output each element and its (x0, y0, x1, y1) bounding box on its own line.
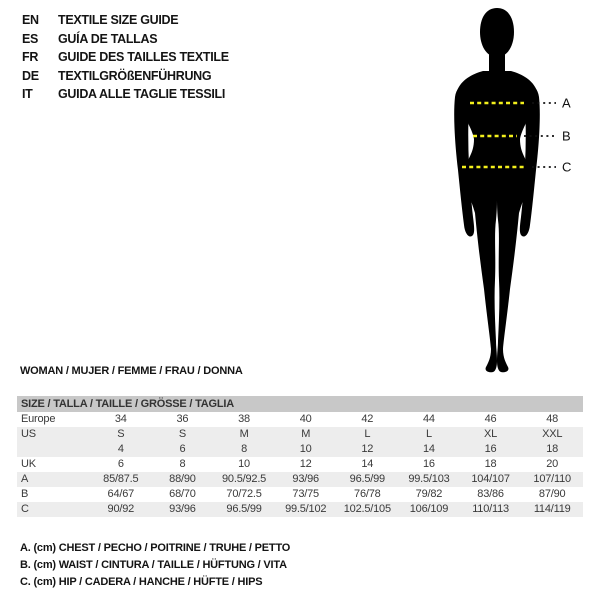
language-code: EN (22, 13, 39, 27)
language-row (22, 30, 229, 49)
row-label: US (21, 428, 36, 440)
row-label (17, 442, 90, 457)
table-cell: 96.5/99 (349, 473, 385, 485)
language-label: TEXTILE SIZE GUIDE (58, 13, 179, 27)
row-label: C (21, 503, 29, 515)
row-label: Europe (21, 413, 56, 425)
table-row (17, 442, 583, 457)
table-cell: 14 (361, 458, 374, 470)
table-cell: 42 (361, 413, 374, 425)
table-cell: 64/67 (107, 488, 135, 500)
table-cell: 4 (117, 443, 124, 455)
table-cell: 93/96 (292, 473, 319, 485)
table-cell: 104/107 (471, 473, 510, 485)
table-cell: 76/78 (354, 488, 381, 500)
language-code: DE (22, 68, 39, 83)
table-cell: 40 (299, 413, 312, 425)
table-cell: 85/87.5 (103, 473, 139, 485)
language-row (22, 11, 229, 30)
table-cell: XL (484, 428, 498, 440)
table-row (17, 457, 583, 472)
table-cell: 18 (484, 458, 497, 470)
table-row (17, 502, 583, 517)
table-cell: M (239, 428, 249, 440)
table-cell: 20 (546, 458, 559, 470)
table-cell: 102.5/105 (343, 503, 391, 515)
marker-label-b: B (562, 128, 571, 144)
language-label: GUIDE DES TAILLES TEXTILE (58, 50, 229, 64)
legend-line: A. (cm) CHEST / PECHO / POITRINE / TRUHE / PETTO (20, 542, 291, 554)
language-code: IT (22, 87, 33, 101)
table-cell: 87/90 (538, 488, 566, 500)
size-table (17, 396, 583, 517)
marker-label-c: C (562, 159, 572, 175)
table-cell: 110/113 (472, 503, 509, 515)
table-cell: 88/90 (169, 473, 196, 485)
table-row (17, 487, 583, 502)
legend-line: C. (cm) HIP / CADERA / HANCHE / HÜFTE / HIPS (20, 576, 263, 588)
table-cell: 16 (484, 443, 497, 455)
table-cell: 68/70 (169, 488, 196, 500)
table-row (17, 472, 583, 487)
table-cell: M (301, 428, 311, 440)
table-cell: 46 (484, 413, 497, 425)
table-body (17, 412, 583, 517)
language-row (22, 67, 229, 86)
table-cell: 44 (423, 413, 435, 425)
table-cell: 73/75 (292, 488, 319, 500)
silhouette-shape (454, 8, 540, 372)
marker-label-a: A (562, 95, 571, 111)
table-cell: 12 (299, 458, 312, 470)
table-cell: 99.5/103 (408, 473, 450, 485)
table-cell: 83/86 (477, 488, 504, 500)
table-cell: 10 (299, 443, 312, 455)
language-code: FR (22, 50, 39, 64)
table-cell: 106/109 (409, 503, 449, 515)
section-title: WOMAN / MUJER / FEMME / FRAU / DONNA (20, 365, 243, 377)
language-label: TEXTILGRÖßENFÜHRUNG (58, 68, 212, 83)
row-label: UK (21, 458, 36, 470)
table-cell: 12 (361, 443, 374, 455)
woman-silhouette (420, 5, 590, 377)
table-cell: 79/82 (415, 488, 443, 500)
table-cell: 14 (423, 443, 435, 455)
table-cell: 36 (176, 413, 189, 425)
table-cell: 70/72.5 (226, 488, 262, 500)
table-cell: L (364, 428, 371, 440)
table-cell: 114/119 (533, 503, 571, 515)
table-row (17, 412, 583, 427)
table-cell: 90/92 (107, 503, 135, 515)
table-cell: L (425, 428, 432, 440)
table-cell: 6 (179, 443, 186, 455)
table-cell: 107/110 (533, 473, 571, 485)
table-cell: 90.5/92.5 (222, 473, 267, 485)
language-label: GUÍA DE TALLAS (58, 31, 158, 46)
row-label: B (21, 488, 29, 500)
language-row (22, 85, 229, 104)
table-cell: 38 (238, 413, 250, 425)
language-list (22, 11, 229, 104)
table-row (17, 427, 583, 442)
table-cell: 10 (238, 458, 250, 470)
language-code: ES (22, 31, 39, 46)
table-cell: 18 (546, 443, 559, 455)
table-cell: S (178, 428, 186, 440)
table-cell: 93/96 (169, 503, 196, 515)
table-cell: 6 (117, 458, 124, 470)
row-label: A (21, 473, 29, 485)
measurement-legend (20, 540, 290, 591)
table-header: SIZE / TALLA / TAILLE / GRÖSSE / TAGLIA (17, 396, 583, 412)
language-row (22, 48, 229, 67)
table-cell: 99.5/102 (285, 503, 327, 515)
table-cell: XXL (542, 428, 563, 440)
table-cell: S (117, 428, 125, 440)
table-cell: 16 (423, 458, 435, 470)
table-cell: 96.5/99 (226, 503, 262, 515)
table-cell: 34 (114, 413, 127, 425)
legend-line: B. (cm) WAIST / CINTURA / TAILLE / HÜFTUNG / VITA (20, 559, 287, 571)
measurement-figure (420, 5, 590, 377)
language-label: GUIDA ALLE TAGLIE TESSILI (58, 87, 226, 101)
table-cell: 8 (179, 458, 186, 470)
table-cell: 48 (546, 413, 559, 425)
table-cell: 8 (241, 443, 248, 455)
